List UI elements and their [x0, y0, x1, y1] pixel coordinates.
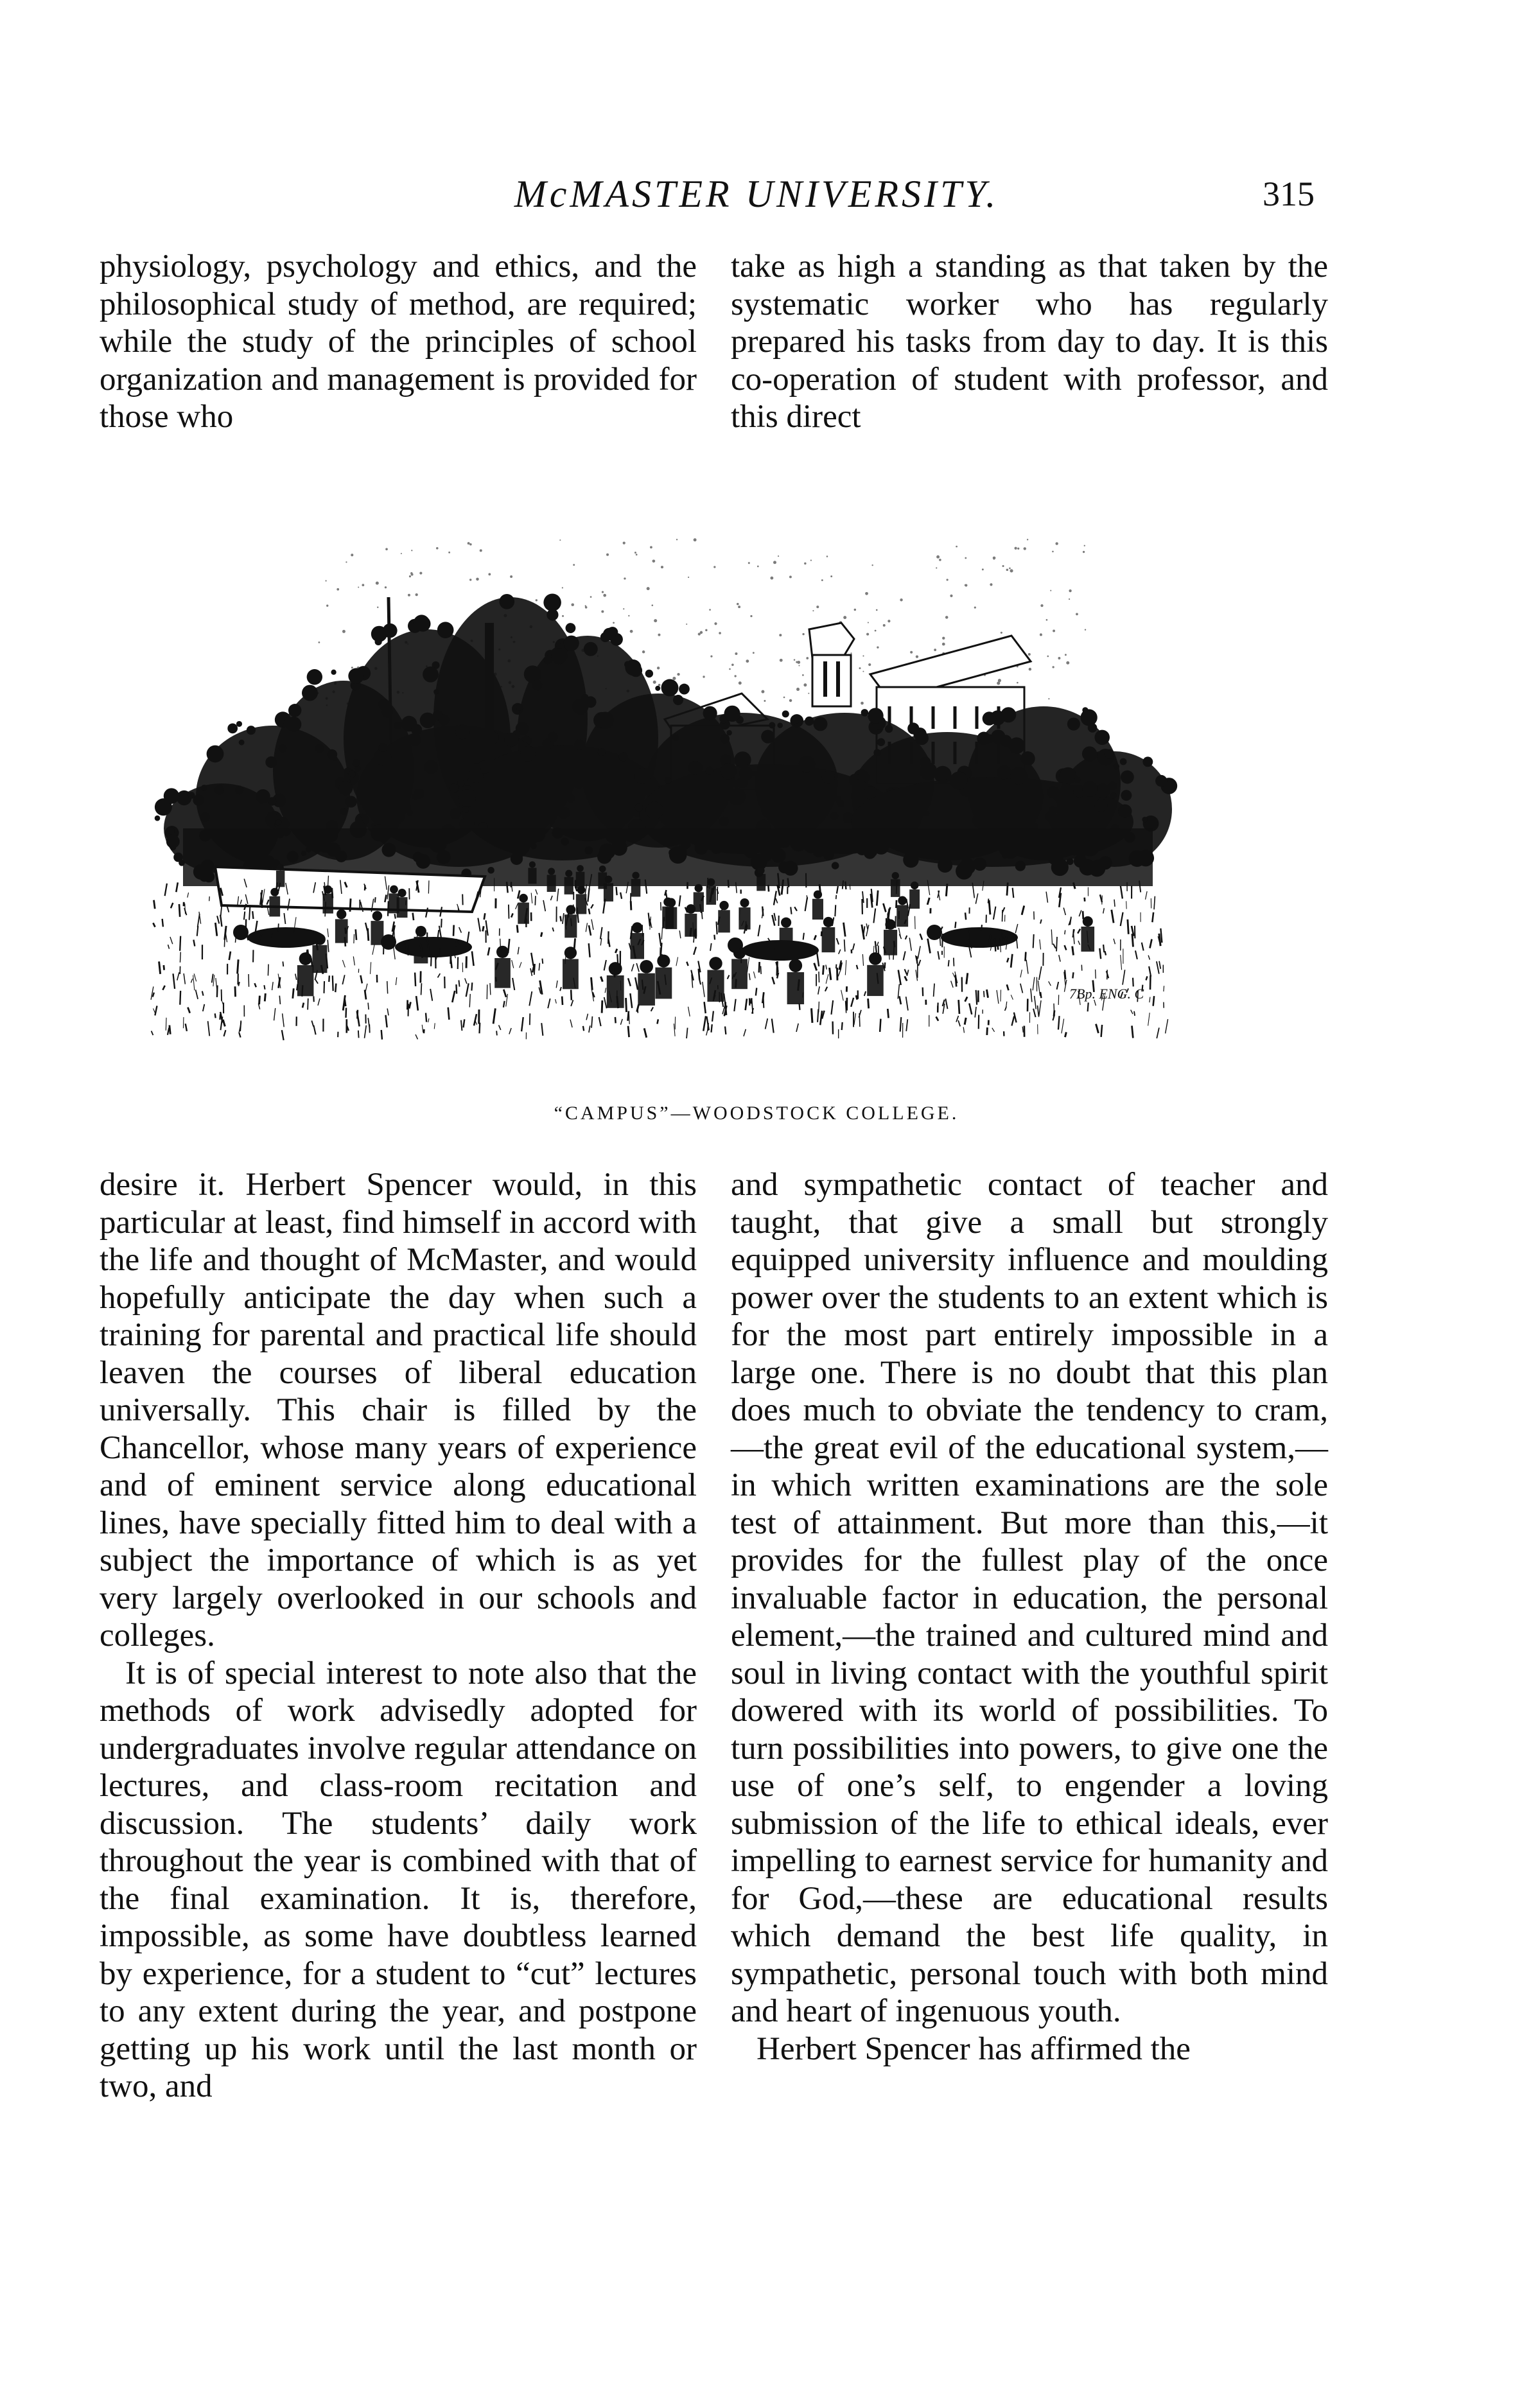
paragraph: desire it. Herbert Spencer would, in this particular at least, find himself in accord with the life and thought of McMaster, and would hopefully anticipate the day when such a training for parental and practical life should leaven the courses of liberal education universally. This chair is filled by the Chancellor, whose many years of experience and of eminent service along educational lines, have specially fitted him to deal with a subject the importance of which is as yet very largely overlooked in our schools and colleges. [100, 1167, 697, 1653]
paragraph: and sympathetic contact of teacher and taught, that give a small but strongly equipped university influence and moulding power over the students to an extent which is for the most part entirely impossible in a large one. There is no doubt that this plan does much to obviate the tendency to cram, —the great evil of the educational system,—in which written examinations are the sole test of attainment. But more than this,—it provides for the fullest play of the once invaluable factor in education, the personal element,—the trained and cultured mind and soul in living contact with the youthful spirit dowered with its world of possibilities. To turn possibilities into powers, to give one the use of one’s self, to engender a loving submission of the life to ethical ideals, ever impelling to earnest service for humanity and for God,—these are educational results which demand the best life quality, in sympathetic, personal touch with both mind and heart of ingenuous youth. [731, 1167, 1328, 2029]
running-head [0, 168, 1513, 220]
paragraph: take as high a standing as that taken by the systematic worker who has regularly prepared his tasks from day to day. It is this co-operation of student with professor, and this direct [731, 249, 1328, 435]
engraver-mark: 7Bp. ENG. C [1069, 986, 1144, 1002]
paragraph: physiology, psychology and ethics, and the philosophical study of method, are required; while the study of the principles of school organization and management is provided for those who [100, 249, 697, 435]
figure-caption: “CAMPUS”—WOODSTOCK COLLEGE. [554, 1103, 959, 1124]
campus-illustration [125, 527, 1191, 1079]
paragraph: Herbert Spencer has affirmed the [756, 2030, 1191, 2067]
column-bottom-left [100, 1166, 697, 2106]
campus-engraving [125, 527, 1191, 1079]
paragraph: It is of special interest to note also that the methods of work advisedly adopted for undergraduates involve regular attendance on lectures, and class-room recitation and discussion. The students’ daily work throughout the year is combined with that of the final examination. It is, therefore, impossible, as some have doubtless learned by experience, for a student to “cut” lectures to any extent during the year, and postpone getting up his work until the last month or two, and [100, 1655, 697, 2104]
running-title: McMASTER UNIVERSITY. [514, 173, 999, 215]
page-number: 315 [1263, 175, 1315, 213]
tree-line [155, 593, 1177, 886]
column-bottom-right [731, 1166, 1328, 2068]
column-top-left [100, 248, 697, 436]
column-top-right [731, 248, 1328, 436]
